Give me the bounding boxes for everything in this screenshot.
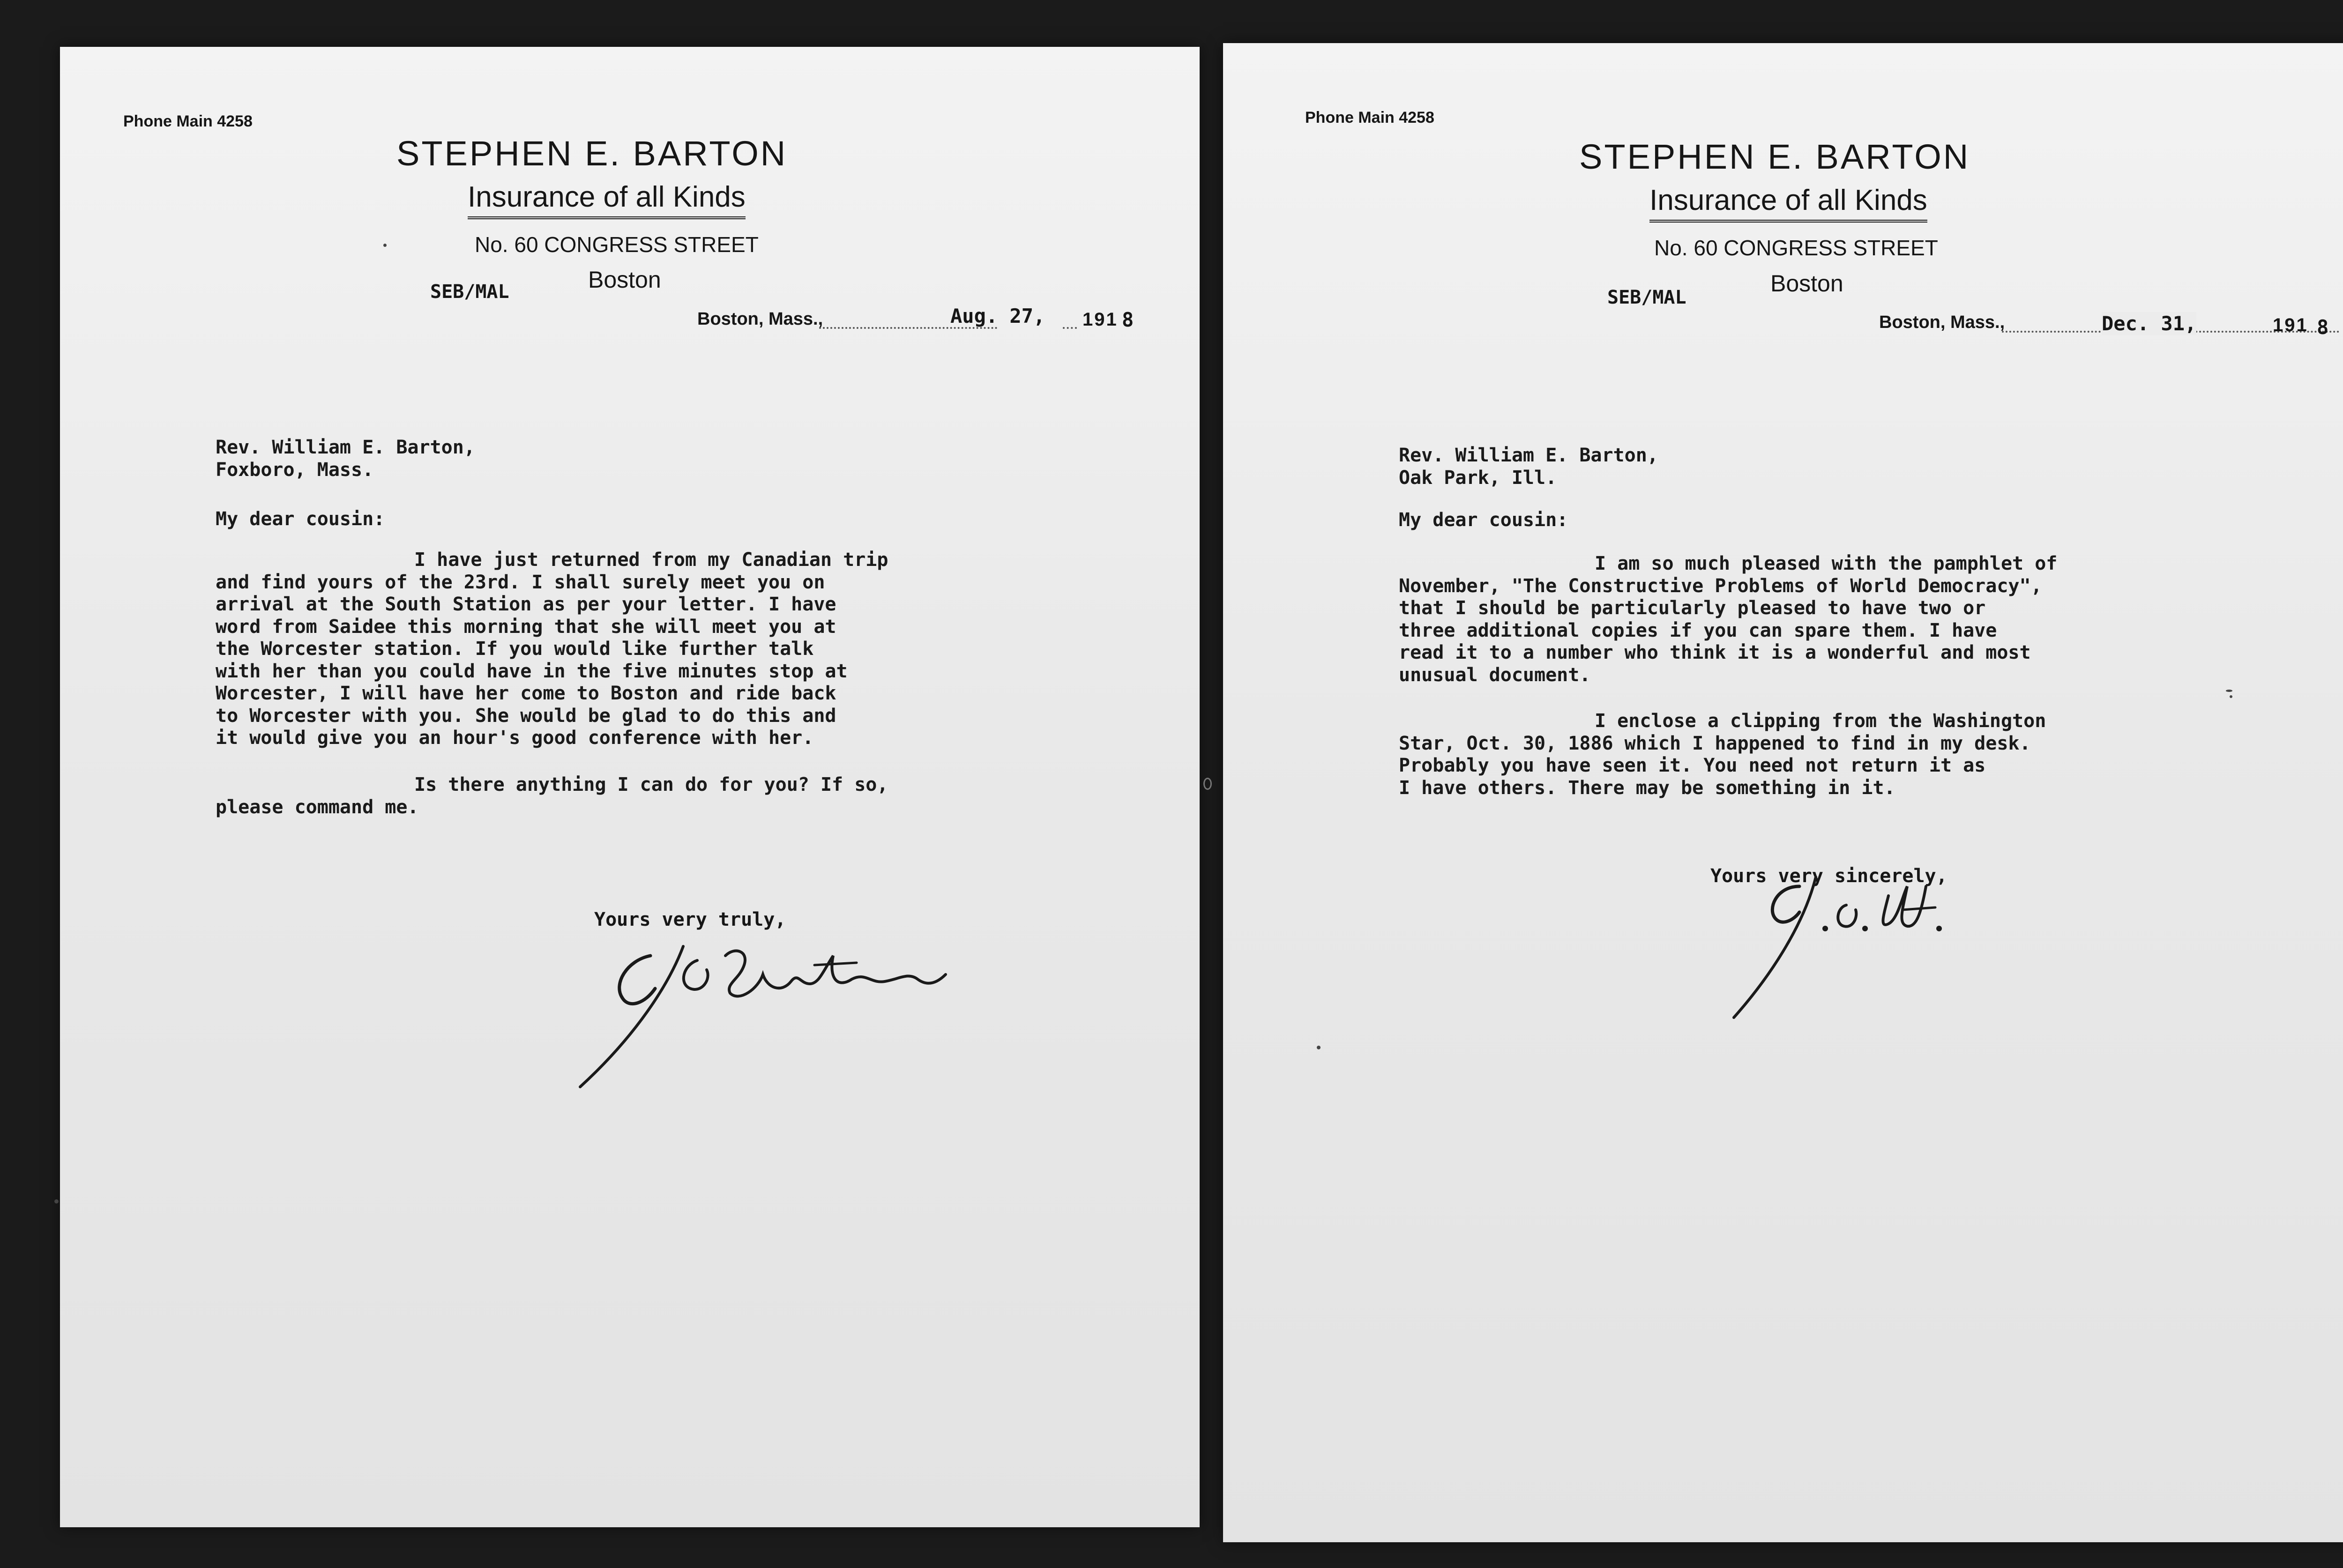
salutation: My dear cousin: (216, 508, 385, 530)
body-line: it would give you an hour's good conference with her. (216, 727, 814, 749)
body-paragraph-1 (1399, 553, 2057, 686)
letterhead-city: Boston (588, 267, 661, 293)
complimentary-close: Yours very sincerely, (1710, 865, 1948, 887)
recipient-address (1399, 445, 1658, 489)
complimentary-close: Yours very truly, (594, 909, 786, 930)
body-line: Is there anything I can do for you? If so, (414, 774, 888, 795)
paper-speck (54, 1199, 59, 1204)
letterhead-phone: Phone Main 4258 (123, 112, 253, 130)
paper-speck (383, 244, 387, 247)
body-line: Worcester, I will have her come to Boston and ride back (216, 683, 836, 704)
typist-initials: SEB/MAL (430, 281, 509, 303)
body-line: word from Saidee this morning that she will meet you at (216, 616, 836, 638)
typist-initials: SEB/MAL (1607, 287, 1686, 308)
body-line: read it to a number who think it is a wonderful and most (1399, 642, 2031, 663)
dateline-year-prefix: 191 (1082, 309, 1118, 330)
paper-speck (1317, 1046, 1321, 1049)
dateline-date: Dec. 31, (2102, 312, 2197, 335)
letter-left (60, 47, 1200, 1527)
signature-initials (1682, 868, 1963, 1046)
body-line: that I should be particularly pleased to have two or (1399, 597, 1986, 619)
body-paragraph-2 (216, 774, 888, 818)
body-line: with her than you could have in the five minutes stop at (216, 660, 848, 682)
body-paragraph-2 (1399, 710, 2046, 799)
dateline-year-digit: 8 (2317, 316, 2329, 339)
letter-right (1223, 43, 2343, 1542)
salutation: My dear cousin: (1399, 509, 1568, 531)
letterhead-street: No. 60 CONGRESS STREET (1654, 236, 1938, 260)
dateline-year-prefix: 191 (2273, 315, 2308, 335)
body-paragraph-1 (216, 549, 888, 750)
body-line: November, "The Constructive Problems of World Democracy", (1399, 575, 2042, 597)
dateline-date: Aug. 27, (950, 305, 1045, 327)
body-line: the Worcester station. If you would like further talk (216, 638, 814, 660)
paper-speck (2230, 695, 2232, 698)
recipient-line: Rev. William E. Barton, (216, 437, 475, 458)
body-line: I have just returned from my Canadian trip (414, 549, 888, 571)
dateline-place: Boston, Mass., (697, 309, 823, 329)
body-line: please command me. (216, 796, 419, 818)
letterhead-tagline: Insurance of all Kinds (1649, 184, 1927, 223)
body-line: and find yours of the 23rd. I shall surely meet you on (216, 571, 825, 593)
dateline-dotted-rule-short (1063, 327, 1077, 329)
recipient-address (216, 437, 475, 481)
letterhead-city: Boston (1770, 270, 1843, 297)
recipient-line: Rev. William E. Barton, (1399, 445, 1658, 466)
letterhead-phone: Phone Main 4258 (1305, 109, 1434, 126)
letterhead-street: No. 60 CONGRESS STREET (475, 232, 759, 257)
letterhead-firm-name: STEPHEN E. BARTON (1579, 137, 1970, 176)
letterhead-firm-name: STEPHEN E. BARTON (396, 134, 788, 173)
signature-scrawl (529, 928, 1044, 1106)
binding-ring-mark (1203, 778, 1212, 790)
body-line: arrival at the South Station as per your letter. I have (216, 594, 836, 615)
recipient-line: Foxboro, Mass. (216, 459, 374, 481)
body-line: I have others. There may be something in it. (1399, 777, 1895, 799)
paper-speck (2226, 690, 2232, 692)
letterhead-tagline: Insurance of all Kinds (468, 180, 746, 219)
body-line: to Worcester with you. She would be glad to do this and (216, 705, 836, 727)
body-line: I enclose a clipping from the Washington (1595, 710, 2046, 732)
body-line: unusual document. (1399, 664, 1591, 686)
dateline-place: Boston, Mass., (1879, 312, 2005, 332)
body-line: Star, Oct. 30, 1886 which I happened to find in my desk. (1399, 732, 2031, 754)
body-line: I am so much pleased with the pamphlet of (1595, 553, 2058, 574)
dateline-year-digit: 8 (1122, 308, 1134, 331)
body-line: three additional copies if you can spare them. I have (1399, 619, 1997, 641)
body-line: Probably you have seen it. You need not return it as (1399, 755, 1986, 776)
recipient-line: Oak Park, Ill. (1399, 467, 1557, 489)
